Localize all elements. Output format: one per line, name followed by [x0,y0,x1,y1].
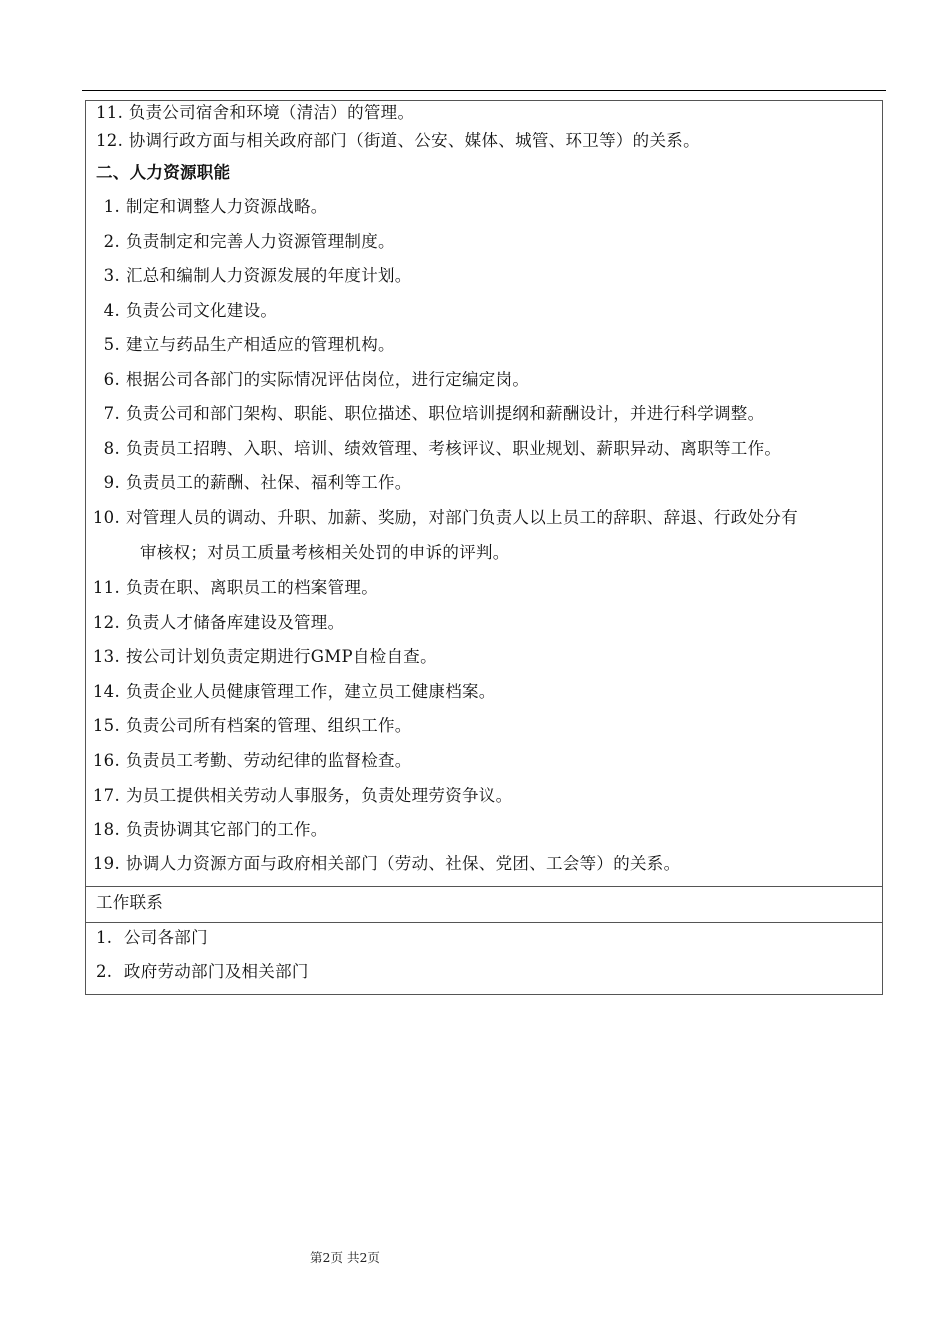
item-text: 根据公司各部门的实际情况评估岗位，进行定编定岗。 [126,370,530,389]
hr-item-14 [86,681,496,703]
item-number: 4. [103,301,120,320]
item-text: 协调人力资源方面与政府相关部门（劳动、社保、党团、工会等）的关系。 [126,854,681,873]
item-text: 政府劳动部门及相关部门 [123,962,309,981]
item-number: 15. [92,716,120,735]
hr-heading: 二、人力资源职能 [96,163,231,182]
hr-item-17 [86,785,512,807]
item-text: 建立与药品生产相适应的管理机构。 [126,335,395,354]
item-text: 对管理人员的调动、升职、加薪、奖励，对部门负责人以上员工的辞职、辞退、行政处分有 [126,508,798,527]
hr-item-19 [86,853,680,875]
hr-item-9 [86,472,412,494]
item-number: 16. [92,751,120,770]
work-relations-title: 工作联系 [96,893,164,912]
item-number: 18. [92,820,120,839]
work-relations-header-cell [86,887,882,923]
item-number: 19. [92,854,120,873]
item-number: 9. [103,473,120,492]
item-number: 5. [103,335,120,354]
hr-item-3 [86,265,412,287]
item-text: 按公司计划负责定期进行GMP自检自查。 [126,647,437,666]
item-text: 负责员工考勤、劳动纪律的监督检查。 [126,751,412,770]
item-number: 7. [103,404,120,423]
duty-table [85,100,883,995]
admin-item-11 [96,102,414,124]
hr-item-12 [86,612,344,634]
hr-item-10-continued: 审核权；对员工质量考核相关处罚的申诉的评判。 [140,543,510,562]
item-text: 为员工提供相关劳动人事服务，负责处理劳资争议。 [126,786,513,805]
item-number: 12. [96,131,124,150]
item-number: 11. [92,578,120,597]
item-text: 负责制定和完善人力资源管理制度。 [126,232,395,251]
item-text: 负责员工的薪酬、社保、福利等工作。 [126,473,412,492]
item-text: 负责公司文化建设。 [126,301,278,320]
hr-item-10 [86,507,798,529]
work-relations-cell [86,923,882,994]
hr-item-18 [86,819,328,841]
hr-item-6 [86,369,529,391]
item-text: 负责协调其它部门的工作。 [126,820,328,839]
hr-item-13 [86,646,437,668]
item-number: 14. [92,682,120,701]
hr-item-2 [86,231,395,253]
page-footer: 第2页 共2页 [310,1250,380,1265]
item-number: 1. [103,197,120,216]
item-number: 12. [92,613,120,632]
item-text: 负责公司和部门架构、职能、职位描述、职位培训提纲和薪酬设计，并进行科学调整。 [126,404,765,423]
item-number: 17. [92,786,120,805]
item-text: 负责员工招聘、入职、培训、绩效管理、考核评议、职业规划、薪职异动、离职等工作。 [126,439,782,458]
duties-cell [86,101,882,887]
item-number: 8. [103,439,120,458]
item-text: 负责人才储备库建设及管理。 [126,613,345,632]
hr-item-16 [86,750,412,772]
item-number: 3. [103,266,120,285]
hr-item-5 [86,334,395,356]
item-number: 10. [92,508,120,527]
hr-item-1 [86,196,328,218]
item-text: 负责企业人员健康管理工作，建立员工健康档案。 [126,682,496,701]
item-text: 汇总和编制人力资源发展的年度计划。 [126,266,412,285]
item-number: 2. [103,232,120,251]
header-rule [82,90,886,91]
item-text: 制定和调整人力资源战略。 [126,197,328,216]
item-number: 1. [96,928,113,947]
hr-item-11 [86,577,378,599]
item-text: 负责公司所有档案的管理、组织工作。 [126,716,412,735]
item-number: 2. [96,962,113,981]
item-number: 13. [92,647,120,666]
item-number: 11. [96,103,124,122]
hr-item-8 [86,438,781,460]
work-relation-item-2 [96,961,309,983]
admin-item-12 [96,130,700,152]
hr-item-4 [86,300,277,322]
hr-item-7 [86,403,764,425]
hr-item-15 [86,715,412,737]
item-text: 负责公司宿舍和环境（清洁）的管理。 [128,103,415,122]
item-text: 协调行政方面与相关政府部门（街道、公安、媒体、城管、环卫等）的关系。 [128,131,700,150]
item-number: 6. [103,370,120,389]
item-text: 负责在职、离职员工的档案管理。 [126,578,378,597]
work-relation-item-1 [96,927,208,949]
item-text: 公司各部门 [123,928,208,947]
